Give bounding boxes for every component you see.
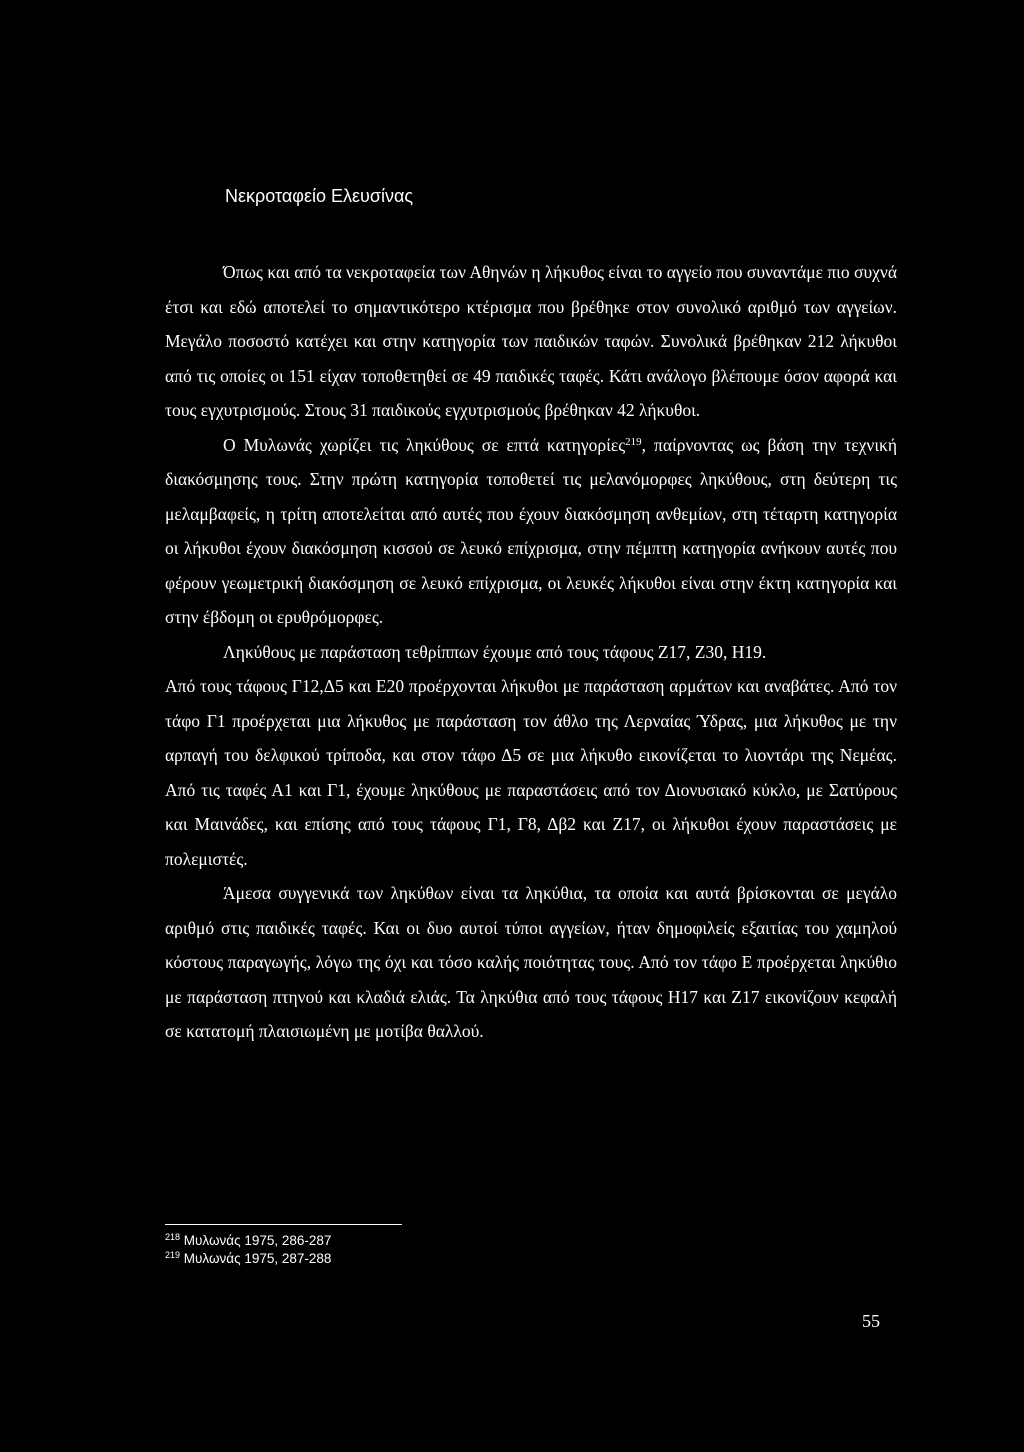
footnote-number: 218 [165,1232,181,1242]
paragraph-text: Ο Μυλωνάς χωρίζει τις ληκύθους σε επτά κατηγορίες [223,434,626,455]
footnote [165,1250,331,1268]
paragraph [165,428,897,635]
paragraph: Ληκύθους με παράσταση τεθρίππων έχουμε από τους τάφους Ζ17, Ζ30, Η19. [223,641,767,662]
footnote-reference[interactable]: 219 [625,435,642,448]
footnote [165,1232,331,1250]
footnote-number: 219 [165,1250,181,1260]
section-heading: Νεκροταφείο Ελευσίνας [225,186,414,206]
paragraph: Από τους τάφους Γ12,Δ5 και Ε20 προέρχονται λήκυθοι με παράσταση αρμάτων και αναβάτες. Από τον τάφο Γ1 προέρχεται μια λήκυθος με παράσταση τον άθλο της Λερναίας Ύδρας, μια λήκυθος με την αρπαγή του δελφικού τρίποδα, και στον τάφο Δ5 σε μια λήκυθο εικονίζεται το λιοντάρι της Νεμέας. Από τις ταφές Α1 και Γ1, έχουμε ληκύθους με παραστάσεις από τον Διονυσιακό κύκλο, με Σατύρους και Μαινάδες, και επίσης από τους τάφους Γ1, Γ8, Δβ2 και Ζ17, οι λήκυθοι έχουν παραστάσεις με πολεμιστές. [165,676,897,869]
footnotes [165,1232,331,1268]
paragraph: Άμεσα συγγενικά των ληκύθων είναι τα ληκύθια, τα οποία και αυτά βρίσκονται σε μεγάλο αριθμό στις παιδικές ταφές. Και οι δυο αυτοί τύποι αγγείων, ήταν δημοφιλείς εξαιτίας του χαμηλού κόστους παραγωγής, λόγω της όχι και τόσο καλής ποιότητας τους. Από τον τάφο Ε προέρχεται ληκύθιο με παράσταση πτηνού και κλαδιά ελιάς. Τα ληκύθια από τους τάφους Η17 και Ζ17 εικονίζουν κεφαλή σε κατατομή πλαισιωμένη με μοτίβα θαλλού. [165,883,897,1041]
footnote-text: Μυλωνάς 1975, 286-287 [183,1233,332,1248]
body-text [165,255,897,1049]
paragraph-text: , παίρνοντας ως βάση την τεχνική διακόσμησης τους. Στην πρώτη κατηγορία τοποθετεί τις μελανόμορφες ληκύθους, στη δεύτερη τις μελαμβαφείς, η τρίτη αποτελείται από αυτές που έχουν διακόσμηση ανθεμίων, στη τέταρτη κατηγορία οι λήκυθοι έχουν διακόσμηση κισσού σε λευκό επίχρισμα, στην πέμπτη κατηγορία ανήκουν αυτές που φέρουν γεωμετρική διακόσμηση σε λευκό επίχρισμα, οι λευκές λήκυθοι είναι στην έκτη κατηγορία και στην έβδομη οι ερυθρόμορφες. [165,434,898,627]
footnote-separator [165,1224,402,1225]
page-number: 55 [862,1311,880,1331]
paragraph: Όπως και από τα νεκροταφεία των Αθηνών η λήκυθος είναι το αγγείο που συναντάμε πιο συχνά έτσι και εδώ αποτελεί το σημαντικότερο κτέρισμα που βρέθηκε στον συνολικό αριθμό των αγγείων. Μεγάλο ποσοστό κατέχει και στην κατηγορία των παιδικών ταφών. Συνολικά βρέθηκαν 212 λήκυθοι από τις οποίες οι 151 είχαν τοποθετηθεί σε 49 παιδικές ταφές. Κάτι ανάλογο βλέπουμε όσον αφορά και τους εγχυτρισμούς. Στους 31 παιδικούς εγχυτρισμούς βρέθηκαν 42 λήκυθοι. [165,262,897,420]
footnote-text: Μυλωνάς 1975, 287-288 [183,1251,332,1266]
